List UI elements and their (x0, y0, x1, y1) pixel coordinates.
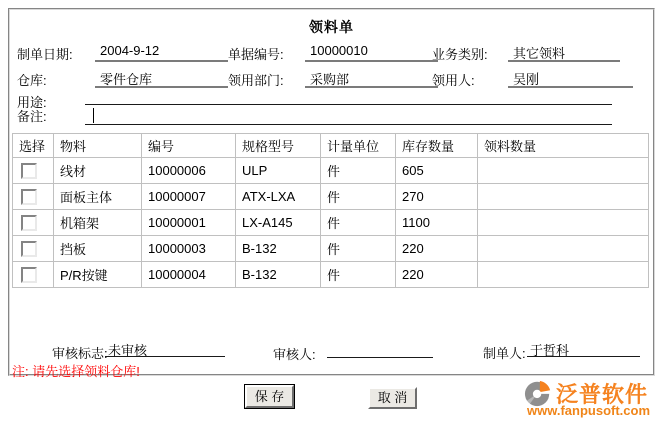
text-caret (93, 108, 94, 123)
warehouse-label: 仓库: (17, 73, 47, 88)
logo-name: 泛普软件 (556, 382, 649, 407)
remark-label: 备注: (17, 109, 47, 124)
stock-cell: 220 (396, 236, 478, 262)
stock-cell: 220 (396, 262, 478, 288)
remark-field[interactable] (85, 109, 612, 125)
maker-label: 制单人: (483, 346, 526, 361)
col-code: 编号 (142, 134, 236, 158)
code-cell: 10000004 (142, 262, 236, 288)
col-material: 物料 (54, 134, 142, 158)
row-checkbox[interactable] (21, 241, 37, 257)
col-req-qty: 领料数量 (478, 134, 649, 158)
req-qty-cell[interactable] (478, 184, 649, 210)
req-qty-cell[interactable] (478, 158, 649, 184)
material-requisition-form (8, 8, 655, 379)
col-select: 选择 (13, 134, 54, 158)
material-cell: 线材 (54, 158, 142, 184)
code-cell: 10000006 (142, 158, 236, 184)
req-qty-cell[interactable] (478, 262, 649, 288)
form-title: 领料单 (309, 19, 354, 35)
vendor-logo[interactable] (518, 375, 664, 423)
row-checkbox[interactable] (21, 163, 37, 179)
table-row (13, 184, 649, 210)
audit-flag-label: 审核标志: (52, 346, 108, 361)
recipient-field[interactable]: 吴刚 (508, 69, 633, 88)
biz-type-label: 业务类别: (432, 47, 488, 62)
warning-note: 注: 请先选择领料仓库! (12, 364, 140, 379)
spec-cell: ATX-LXA (236, 184, 321, 210)
code-cell: 10000003 (142, 236, 236, 262)
warehouse-field[interactable]: 零件仓库 (95, 69, 228, 88)
unit-cell: 件 (321, 210, 396, 236)
unit-cell: 件 (321, 184, 396, 210)
req-qty-cell[interactable] (478, 210, 649, 236)
table-header-row (13, 134, 649, 158)
code-cell: 10000007 (142, 184, 236, 210)
doc-no-label: 单据编号: (228, 47, 284, 62)
use-dept-field[interactable]: 采购部 (305, 69, 438, 88)
row-checkbox[interactable] (21, 189, 37, 205)
col-stock: 库存数量 (396, 134, 478, 158)
make-date-label: 制单日期: (17, 47, 73, 62)
req-qty-cell[interactable] (478, 236, 649, 262)
table-row (13, 262, 649, 288)
spec-cell: B-132 (236, 236, 321, 262)
material-cell: 机箱架 (54, 210, 142, 236)
code-cell: 10000001 (142, 210, 236, 236)
material-table (12, 133, 649, 288)
cancel-button[interactable]: 取 消 (368, 387, 417, 409)
spec-cell: ULP (236, 158, 321, 184)
biz-type-field[interactable]: 其它领料 (508, 43, 620, 62)
stock-cell: 605 (396, 158, 478, 184)
stock-cell: 1100 (396, 210, 478, 236)
stock-cell: 270 (396, 184, 478, 210)
material-cell: 面板主体 (54, 184, 142, 210)
material-cell: 挡板 (54, 236, 142, 262)
auditor-label: 审核人: (273, 347, 316, 362)
make-date-field[interactable]: 2004-9-12 (95, 43, 228, 62)
maker-field: 于哲科 (527, 340, 640, 357)
col-spec: 规格型号 (236, 134, 321, 158)
audit-flag-field: 未审核 (105, 340, 225, 357)
auditor-field (327, 341, 433, 358)
unit-cell: 件 (321, 262, 396, 288)
use-dept-label: 领用部门: (228, 73, 284, 88)
unit-cell: 件 (321, 158, 396, 184)
purpose-field[interactable] (85, 91, 612, 105)
spec-cell: LX-A145 (236, 210, 321, 236)
doc-no-field[interactable]: 10000010 (305, 43, 438, 62)
table-row (13, 210, 649, 236)
purpose-label: 用途: (17, 95, 47, 110)
logo-url[interactable]: www.fanpusoft.com (527, 403, 651, 418)
col-unit: 计量单位 (321, 134, 396, 158)
recipient-label: 领用人: (432, 73, 475, 88)
material-table-body (13, 158, 649, 288)
row-checkbox[interactable] (21, 267, 37, 283)
spec-cell: B-132 (236, 262, 321, 288)
unit-cell: 件 (321, 236, 396, 262)
table-row (13, 158, 649, 184)
material-cell: P/R按键 (54, 262, 142, 288)
table-row (13, 236, 649, 262)
save-button[interactable]: 保 存 (245, 385, 294, 408)
row-checkbox[interactable] (21, 215, 37, 231)
